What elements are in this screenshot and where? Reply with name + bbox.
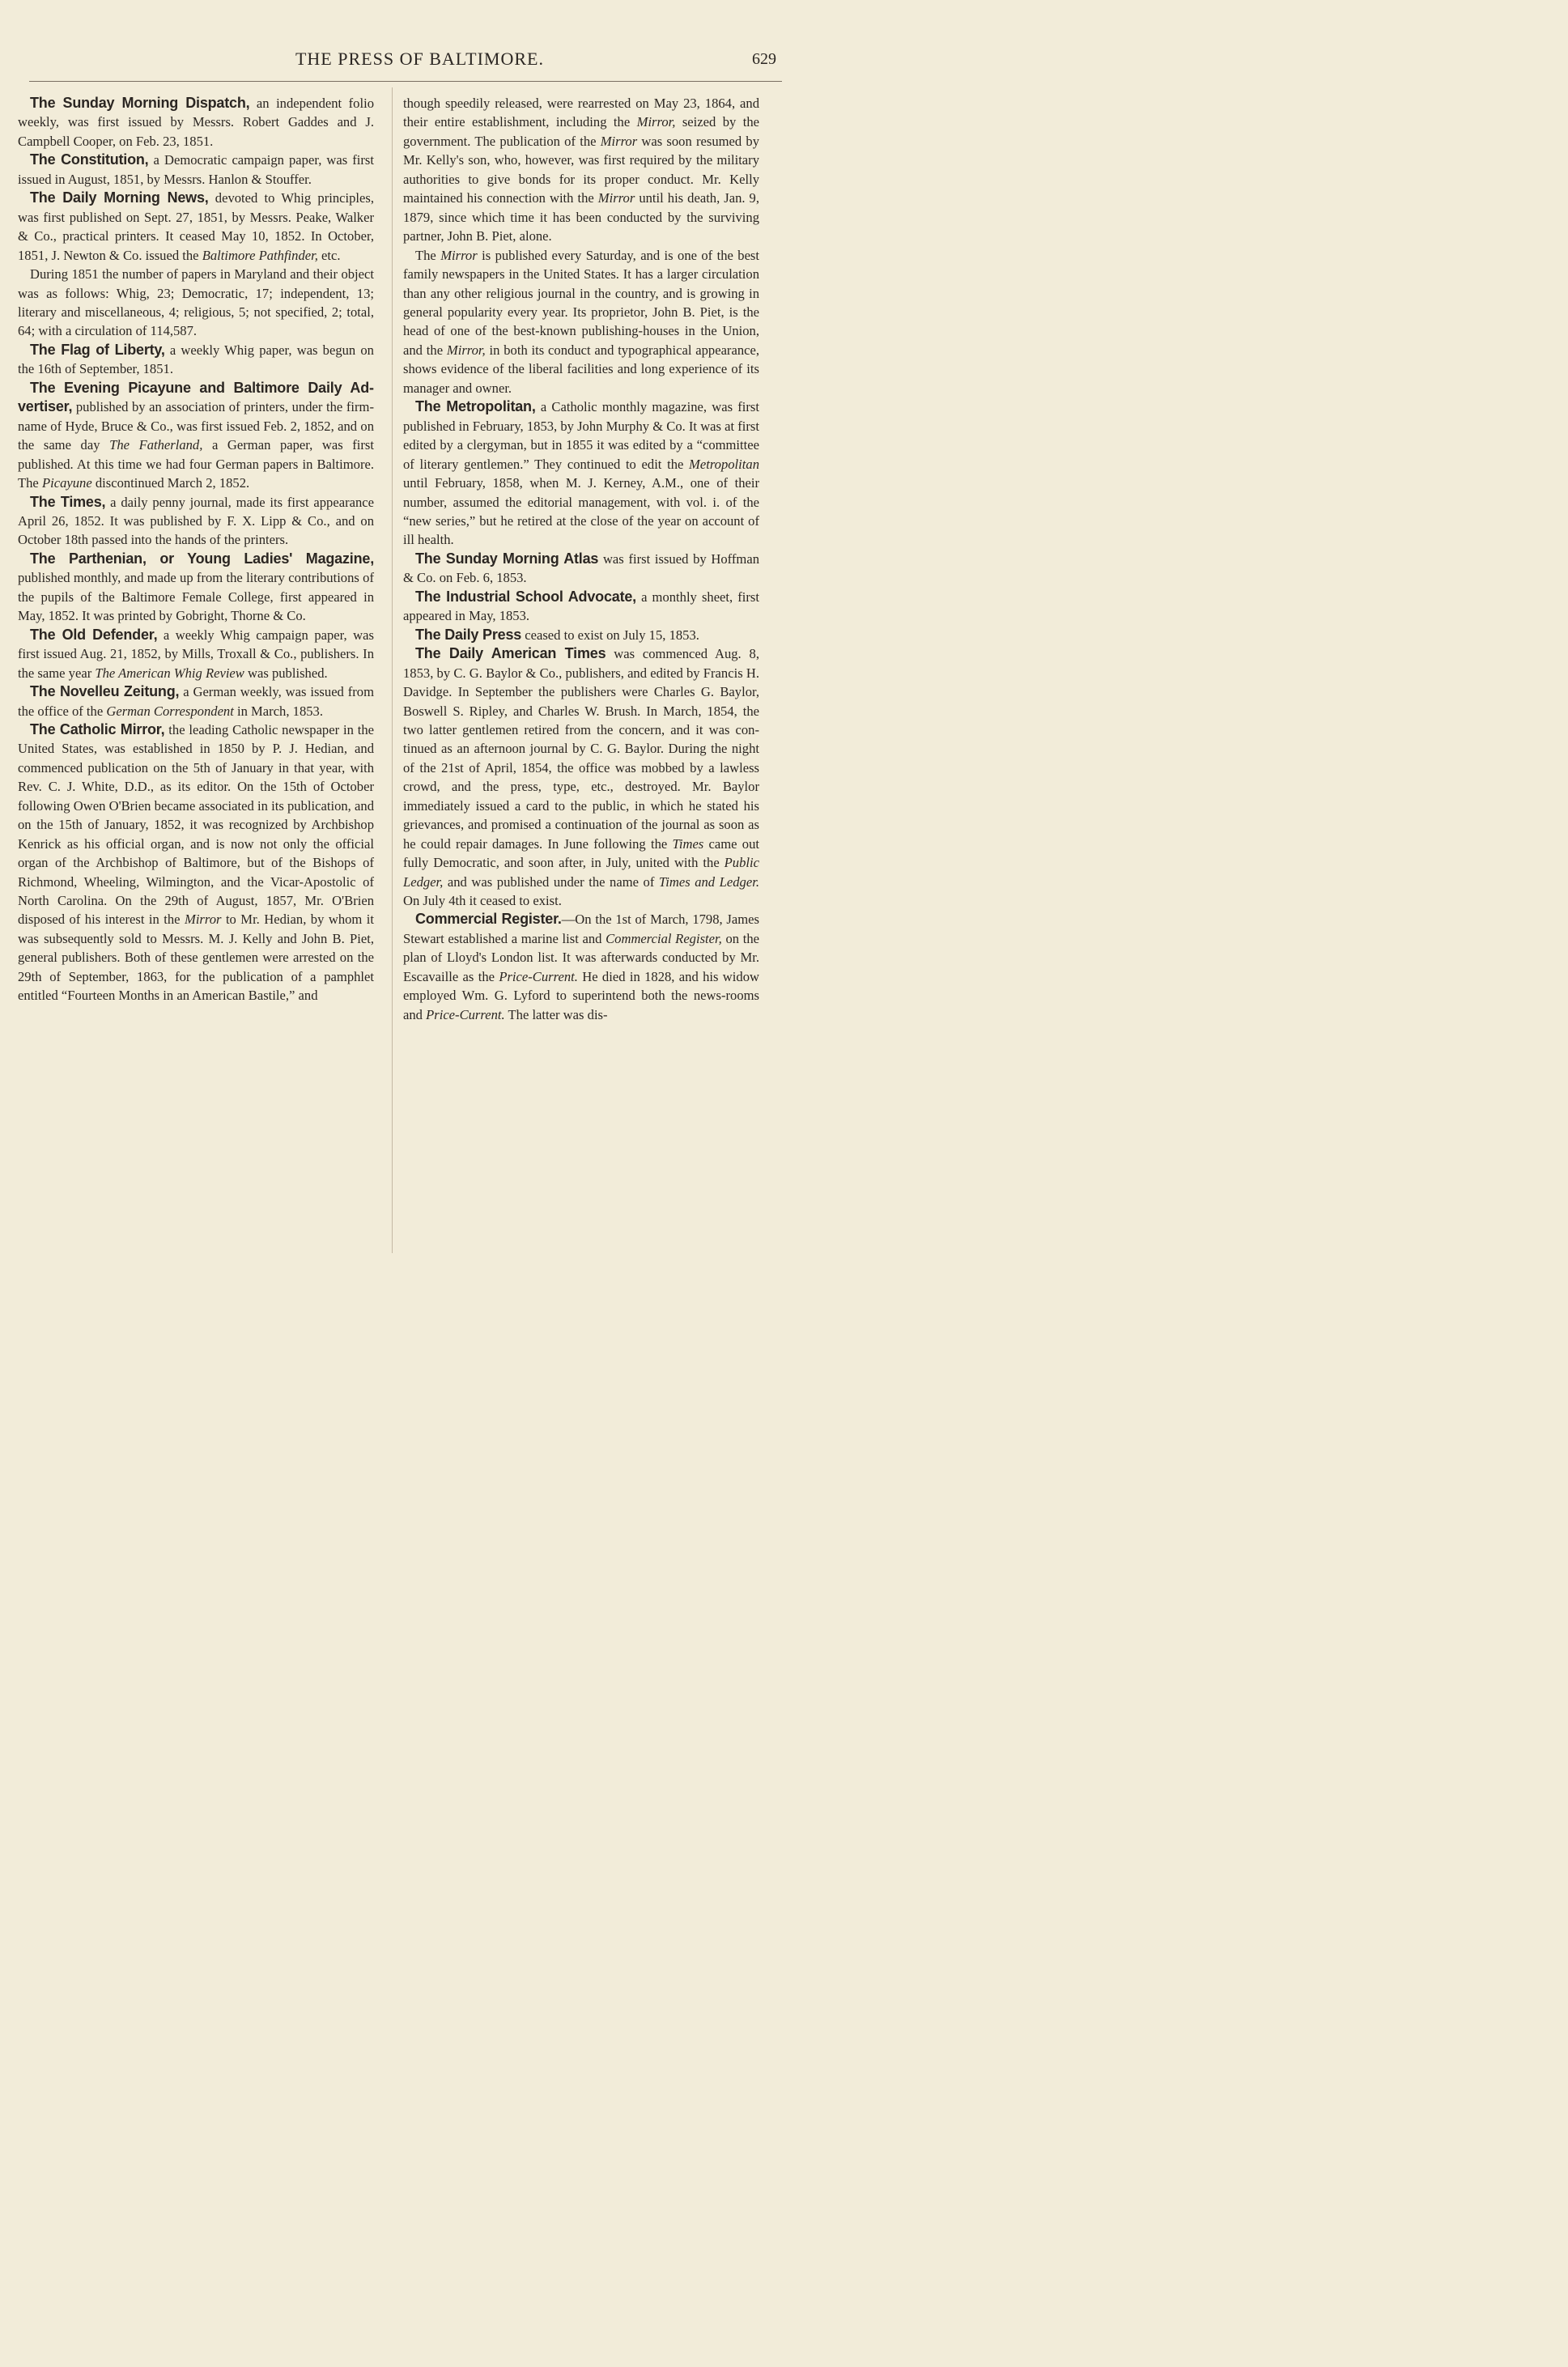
italic-title: Times [672,835,704,852]
entry-heading: The Catholic Mirror, [30,720,165,737]
italic-title: Mirror [597,190,635,206]
italic-title: Mirror, [636,114,676,130]
body-text: a Democratic campaign paper, was first issued in August, 1851, by Messrs. Hanlon & Stouffer. [18,152,375,187]
paragraph [403,626,759,644]
left-column [18,94,374,1005]
page-number: 629 [752,50,776,68]
body-text: was first issued by Hoffman & Co. on Feb. 6, 1853. [403,550,759,586]
body-text: ceased to exist on July 15, 1853. [521,627,699,643]
body-text: The latter was dis- [504,1006,608,1022]
paragraph [403,397,759,550]
paragraph [403,246,759,398]
body-text: is published every Saturday, and is one of the best family newspapers in the United States. It has a larger circulation than any other religious journal in the country, and is growing in general popularity every year. Its proprietor, John B. Piet, is the head of one of the best-known publishing-houses in the Union, and the [403,247,759,358]
body-text: though speedily released, were rearrested on May 23, 1864, and their entire establishment, including the [403,96,759,130]
body-text: a German paper, was first published. At this time we had four German papers in Baltimore. The [18,437,374,491]
right-column [403,94,759,1024]
italic-title: German Correspondent [106,703,234,719]
italic-title: Mirror, [446,342,486,358]
body-text: discontinued March 2, 1852. [91,475,250,491]
paragraph [403,910,759,1024]
entry-heading: The Evening Picayune and Baltimore Daily Advertiser, [18,379,374,415]
entry-heading: The Metropolitan, [415,398,536,415]
running-title: THE PRESS OF BALTIMORE. [295,49,544,69]
italic-title: Times and Ledger. [658,873,759,890]
body-text: came out fully Democratic, and soon after, in July, united with the [403,835,759,871]
paragraph [18,626,374,682]
paragraph [18,151,374,189]
body-text: etc. [317,247,341,263]
paragraph [18,550,374,626]
body-text: seized by the government. The publication of the [403,114,759,149]
italic-title: Mirror [440,247,478,263]
body-text: a German weekly, was issued from the office of the [18,684,374,719]
italic-title: The American Whig Review [95,665,244,681]
paragraph [18,493,374,550]
entry-heading: The Old Defender, [30,626,158,643]
paragraph [403,588,759,626]
paragraph [18,265,374,341]
italic-title: Mirror [600,133,638,149]
body-text: was soon resumed by Mr. Kelly's son, who, however, was first required by the military authorities to give bonds for its proper conduct. Mr. Kelly maintained his connection with the [403,133,759,206]
body-text: until his death, Jan. 9, 1879, since which time it has been conducted by the surviving partner, John B. Piet, alone. [403,190,760,244]
body-text: During 1851 the number of papers in Maryland and their object was as follows: Whig, 23; Democratic, 17; independent, 13; literary and miscellaneous, 4; religious, 5; not specified, 2; total, 64; with a circulation of 114,587. [18,266,374,339]
italic-title: Price-Current. [426,1006,505,1022]
entry-heading: The Daily Morning News, [30,189,209,206]
paragraph [403,550,759,588]
entry-heading: The Constitution, [30,151,149,168]
body-text: a daily penny journal, made its first appearance April 26, 1852. It was published by F. X. Lipp & Co., and on October 18th passed into the hands of the printers. [18,494,374,548]
italic-title: Baltimore Pathfinder, [202,247,318,263]
body-text: on the plan of Lloyd's London list. It was afterwards conducted by Mr. Escavaille as the [403,930,759,984]
paragraph [403,644,759,910]
entry-heading: The Flag of Liberty, [30,341,165,358]
entry-heading: The Daily Press [415,626,522,643]
italic-title: Price-Current. [499,968,578,984]
paragraph [403,94,759,246]
paragraph [18,379,374,493]
italic-title: The Fatherland, [109,437,203,453]
body-text: The [415,247,441,263]
entry-heading: The Daily American Times [415,645,606,662]
entry-heading: The Sunday Morning Atlas [415,550,599,567]
body-text: and was published under the name of [443,873,659,890]
body-text: an independent folio weekly, was first issued by Messrs. Robert Gaddes and J. Campbell Cooper, on Feb. 23, 1851. [18,96,374,149]
running-header [0,49,839,73]
body-text: to Mr. Hedian, by whom it was subsequently sold to Messrs. M. J. Kelly and John B. Piet, general publishers. Both of these gentlemen were arrested on the 29th of September, 1863, for the publication of a pamphlet entitled “Fourteen Months in an American Bastile,” and [18,912,374,1004]
paragraph [18,682,374,720]
body-text: a weekly Whig paper, was begun on the 16th of September, 1851. [18,342,374,377]
body-text: a monthly sheet, first appeared in May, 1853. [403,589,759,624]
body-text: was commenced Aug. 8, 1853, by C. G. Baylor & Co., publishers, and edited by Francis H. Davidge. In September the publishers were Charles G. Baylor, Boswell S. Ripley, and Charles W. Brush. In March, 1854, the two latter gentlemen retired from the concern, and it was continued as an afternoon journal by C. G. Baylor. During the night of the 21st of April, 1854, the office was mobbed by a lawless crowd, and the press, type, etc., destroyed. Mr. Baylor immediately issued a card to the public, in which he stated his grievances, and promised a continuation of the journal as soon as he could repair damages. In June following the [403,646,759,852]
body-text: published monthly, and made up from the literary contributions of the pupils of the Baltimore Female College, first appeared in May, 1852. It was printed by Gobright, Thorne & Co. [18,570,374,624]
italic-title: Mirror [185,912,222,928]
entry-heading: The Times, [30,493,106,510]
italic-title: Metropolitan [689,456,759,472]
paragraph [18,341,374,379]
body-text: a Catholic monthly magazine, was first published in February, 1853, by John Murphy & Co. It was at first edited by a clergyman, but in 1855 it was edited by a “committee of literary gentlemen.” They continued to edit the [403,399,760,472]
body-text: until February, 1858, when M. J. Kerney, A.M., one of their number, assumed the editorial management, with vol. i. of the “new series,” but he retired at the close of the year on account of ill health. [403,475,759,548]
header-rule [29,81,782,82]
body-text: On July 4th it ceased to exist. [403,893,562,909]
entry-heading: The Industrial School Advocate, [415,588,636,605]
paragraph [18,189,374,265]
paragraph [18,94,374,151]
entry-heading: The Novelleu Zeitung, [30,683,180,700]
italic-title: Picayune [41,475,92,491]
entry-heading: The Parthenian, or Young Ladies' Magazine, [30,550,374,567]
body-text: was published. [244,665,328,681]
italic-title: Public Ledger, [403,855,759,890]
column-divider [392,87,393,1253]
body-text: published by an association of printers, under the firm-name of Hyde, Bruce & Co., was first issued Feb. 2, 1852, and on the same day [18,399,374,453]
paragraph [18,720,374,1005]
entry-heading: The Sunday Morning Dispatch, [30,95,250,111]
body-text: in both its conduct and typographical appearance, shows evidence of the liberal facilities and long experience of its manager and owner. [403,342,760,396]
italic-title: Commercial Register, [606,930,722,946]
body-text: —On the 1st of March, 1798, James Stewart established a marine list and [403,912,759,946]
body-text: in March, 1853. [233,703,323,719]
body-text: the leading Catholic newspaper in the United States, was established in 1850 by P. J. Hedian, and commenced publication on the 5th of January in that year, with Rev. C. J. White, D.D., as its editor. On the 15th of October following Owen O'Brien became associated in its publication, and on the 15th of January, 1852, it was recognized by Archbishop Kenrick as his official organ, and is now not only the official organ of the Archbishop of Baltimore, but of the Bishops of Richmond, Wheeling, Wilmington, and the Vicar-Apostolic of North Carolina. On the 29th of August, 1857, Mr. O'Brien disposed of his interest in the [18,721,375,928]
body-text: devoted to Whig principles, was first published on Sept. 27, 1851, by Messrs. Peake, Walker & Co., practical printers. It ceased May 10, 1852. In October, 1851, J. Newton & Co. issued the [18,190,374,263]
body-text: a weekly Whig campaign paper, was first issued Aug. 21, 1852, by Mills, Troxall & Co., publishers. In the same year [18,627,374,681]
body-text: He died in 1828, and his widow employed Wm. G. Lyford to superintend both the news-rooms and [403,968,759,1022]
entry-heading: Commercial Register. [415,911,562,928]
